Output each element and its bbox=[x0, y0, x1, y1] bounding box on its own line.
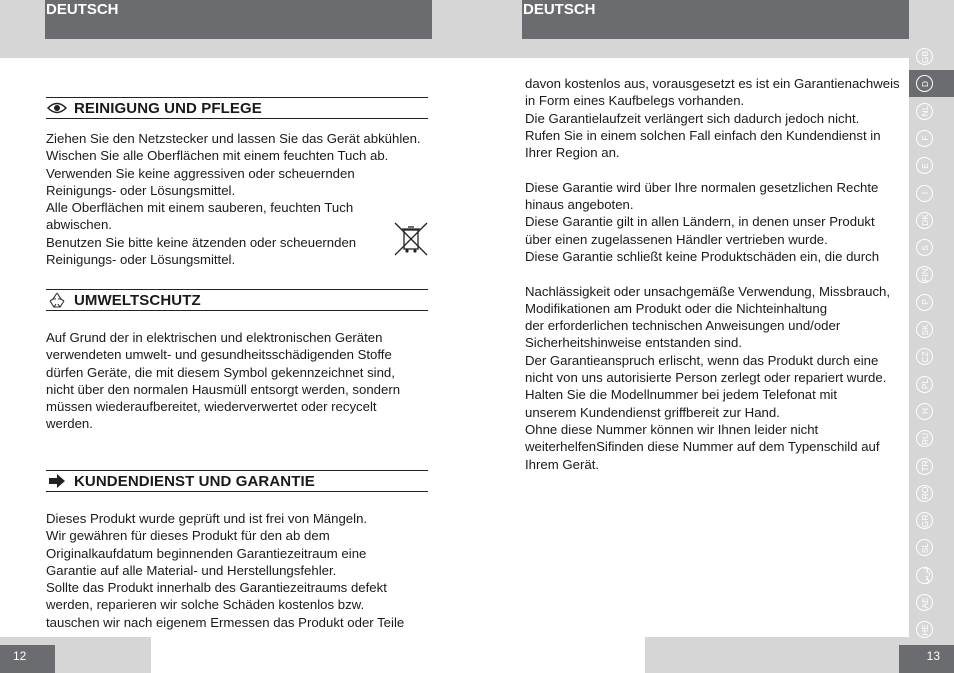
recycle-icon bbox=[47, 291, 67, 309]
cleaning-text: Ziehen Sie den Netzstecker und lassen Sie das Gerät abkühlen. Wischen Sie alle Oberflächen mit einem feuchten Tuch ab. Verwenden Sie keine aggressiven oder scheuernden Reinigungs- oder Lösungsmittel. Alle Oberflächen mit einem sauberen, feuchten Tuch abwischen. Benutzen Sie bitte keine ätzenden oder scheuernden Reinigungs- oder Lösungsmittel. bbox=[46, 131, 421, 268]
language-tab-label: SK bbox=[919, 323, 930, 336]
language-tab-3[interactable] bbox=[916, 130, 933, 147]
language-tab-13[interactable] bbox=[916, 403, 933, 420]
section-cleaning bbox=[46, 97, 428, 268]
language-tab-4[interactable] bbox=[916, 157, 933, 174]
language-tab-label: S bbox=[919, 244, 930, 251]
language-tab-label: RO bbox=[919, 486, 930, 500]
header-right: DEUTSCH bbox=[522, 0, 909, 39]
language-tab-label: H bbox=[919, 408, 930, 415]
language-tab-label: TR bbox=[919, 460, 930, 472]
section-header-service bbox=[46, 470, 428, 492]
language-tab-label: GR bbox=[919, 514, 930, 527]
eye-icon bbox=[47, 101, 67, 115]
language-tab-label: P bbox=[919, 299, 930, 306]
section-header-cleaning bbox=[46, 97, 428, 119]
language-tab-label: FIN bbox=[919, 268, 930, 282]
language-tab-15[interactable] bbox=[916, 458, 933, 475]
language-tab-label: NL bbox=[919, 105, 930, 117]
language-tab-18[interactable] bbox=[916, 539, 933, 556]
section-title: KUNDENDIENST UND GARANTIE bbox=[74, 472, 315, 490]
language-tab-16[interactable] bbox=[916, 485, 933, 502]
language-tab-label: I bbox=[919, 191, 930, 195]
language-tab-20[interactable] bbox=[916, 594, 933, 611]
language-tab-21[interactable] bbox=[916, 621, 933, 638]
language-tab-6[interactable] bbox=[916, 212, 933, 229]
section-service bbox=[46, 470, 428, 631]
language-tab-7[interactable] bbox=[916, 239, 933, 256]
language-tab-12[interactable] bbox=[916, 376, 933, 393]
language-tab-label: عربي bbox=[919, 565, 930, 585]
environment-text: Auf Grund der in elektrischen und elektronischen Geräten verwendeten umwelt- und gesundheitsschädigenden Stoffe dürfen Geräte, die mit diesem Symbol gekennzeichnet sind, nicht über den normalen Hausmüll entsorgt werden, sondern müssen wiederaufbereitet, wiederverwertet oder recycelt werden. bbox=[46, 330, 401, 432]
language-tab-11[interactable] bbox=[916, 348, 933, 365]
service-text: Dieses Produkt wurde geprüft und ist frei von Mängeln. Wir gewähren für dieses Produkt für den ab dem Originalkaufdatum beginnenden Garantiezeitraum eine Garantie auf alle Material- und Herstellungsfehler. Sollte das Produkt innerhalb des Garantiezeitraums defekt werden, reparieren wir solche Schäden kostenlos bzw. tauschen wir nach eigenem Ermessen das Produkt oder Teile bbox=[46, 511, 405, 630]
language-tab-label: PL bbox=[919, 378, 930, 390]
section-title: UMWELTSCHUTZ bbox=[74, 291, 201, 309]
language-tab-label: CZ bbox=[919, 351, 930, 363]
section-header-environment bbox=[46, 289, 428, 311]
section-title: REINIGUNG UND PFLEGE bbox=[74, 99, 262, 117]
language-tab-label: DK bbox=[919, 214, 930, 227]
section-environment bbox=[46, 289, 428, 433]
page-number-right: 13 bbox=[899, 645, 954, 673]
language-tab-10[interactable] bbox=[916, 321, 933, 338]
crossed-bin-icon bbox=[393, 221, 429, 257]
language-tab-17[interactable] bbox=[916, 512, 933, 529]
language-tab-label: SL bbox=[919, 542, 930, 554]
language-tab-label: AE bbox=[919, 596, 930, 609]
language-tab-0[interactable] bbox=[916, 48, 933, 65]
header-left: DEUTSCH bbox=[45, 0, 432, 39]
language-tab-14[interactable] bbox=[916, 430, 933, 447]
language-tab-19[interactable] bbox=[916, 567, 933, 584]
arrow-right-icon bbox=[47, 474, 67, 488]
language-tab-2[interactable] bbox=[916, 103, 933, 120]
language-tab-5[interactable] bbox=[916, 185, 933, 202]
page-number-left: 12 bbox=[0, 645, 55, 673]
language-tab-label: E bbox=[919, 162, 930, 169]
bottom-band-right bbox=[645, 637, 909, 673]
language-tab-label: HE bbox=[919, 623, 930, 636]
language-tab-9[interactable] bbox=[916, 294, 933, 311]
right-column-text: davon kostenlos aus, vorausgesetzt es ist ein Garantienachweis in Form eines Kaufbelegs vorhanden. Die Garantielaufzeit verlängert sich dadurch jedoch nicht. Rufen Sie in einem solchen Fall einfach den Kundendienst in Ihrer Region an. Diese Garantie wird über Ihre normalen gesetzlichen Rechte hinaus angeboten. Diese Garantie gilt in allen Ländern, in denen unser Produkt über einen zugelassenen Händler vertrieben wurde. Diese Garantie schließt keine Produktschäden ein, die durch Nachlässigkeit oder unsachgemäße Verwendung, Missbrauch, Modifikationen am Produkt oder die Nichteinhaltung der erforderlichen technischen Anweisungen und/oder Sicherheitshinweise entstanden sind. Der Garantieanspruch erlischt, wenn das Produkt durch eine nicht von uns autorisierte Person zerlegt oder repariert wurde. Halten Sie die Modellnummer bei jedem Telefonat mit unserem Kundendienst griffbereit zur Hand. Ohne diese Nummer können wir Ihnen leider nicht weiterhelfenSifinden diese Nummer auf dem Typenschild auf Ihrem Gerät. bbox=[525, 76, 900, 472]
language-tabs bbox=[909, 44, 954, 644]
language-tab-8[interactable] bbox=[916, 266, 933, 283]
language-tab-label: RU bbox=[919, 432, 930, 445]
language-tab-label: D bbox=[919, 80, 930, 87]
language-tab-label: F bbox=[919, 135, 930, 141]
language-tab-label: GB bbox=[919, 50, 930, 63]
